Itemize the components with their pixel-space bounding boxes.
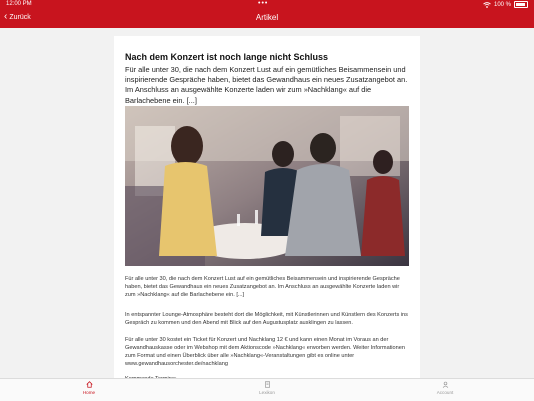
tab-lexikon[interactable] [237, 381, 297, 395]
status-time: 12:00 PM [6, 1, 32, 7]
battery-icon [514, 1, 528, 8]
home-icon [86, 381, 93, 388]
article-paragraph: Für alle unter 30, die nach dem Konzert Lust auf ein gemütliches Beisammensein und inspirierende Gespräche haben, bietet das Gewandhaus ein neues Zusatzangebot an. Im Anschluss an ausgewählte Konzerte laden wir zum »Nachklang« auf die Barlachebene ein. [...] [125, 276, 400, 298]
tab-label: Lexikon [259, 390, 275, 395]
tab-bar [0, 378, 534, 401]
battery-percent: 100 % [493, 1, 511, 8]
article-lead: Für alle unter 30, die nach dem Konzert Lust auf ein gemütliches Beisammensein und inspirierende Gespräche haben, bietet das Gewandhaus ein neues Zusatzangebot an. Im Anschluss an ausgewählte Konzerte laden wir zum »Nachklang« auf die Barlachebene ein. [...] [125, 65, 408, 105]
article-paragraph: In entspannter Lounge-Atmosphäre besteht dort die Möglichkeit, mit Künstlerinnen und Künstlern des Konzerts ins Gespräch zu kommen und den Abend mit Blick auf den Augustusplatz ausklingen zu lassen. [125, 312, 408, 326]
status-bar [0, 0, 534, 10]
status-right [483, 1, 528, 8]
article-paragraph: Für alle unter 30 kostet ein Ticket für Konzert und Nachklang 12 € und kann einen Monat im Voraus an der Gewandhauskasse oder im Webshop mit dem Aktionscode »Nachklang« erworben werden. Weiter Informationen zum Format und einen Überblick über alle »Nachklang«-Veranstaltungen gibt es online unter www.gewandhausorchester.de/nachklang [125, 337, 405, 367]
tab-home[interactable] [59, 381, 119, 395]
back-label: Zurück [9, 13, 31, 21]
page-title: Artikel [255, 13, 279, 22]
tab-label: Home [82, 390, 96, 395]
account-icon [442, 381, 449, 388]
tab-account[interactable] [415, 381, 475, 395]
article-title: Nach dem Konzert ist noch lange nicht Schluss [125, 52, 329, 62]
tab-label: Account [436, 390, 454, 395]
wifi-icon [483, 2, 491, 8]
book-icon [264, 381, 271, 388]
chevron-left-icon: ‹ [4, 11, 8, 22]
multitasking-dots-icon: ••• [258, 0, 269, 7]
article-scroll-area[interactable] [0, 28, 534, 378]
article-card [114, 36, 420, 396]
nav-bar [0, 10, 534, 28]
article-photo [125, 106, 409, 266]
